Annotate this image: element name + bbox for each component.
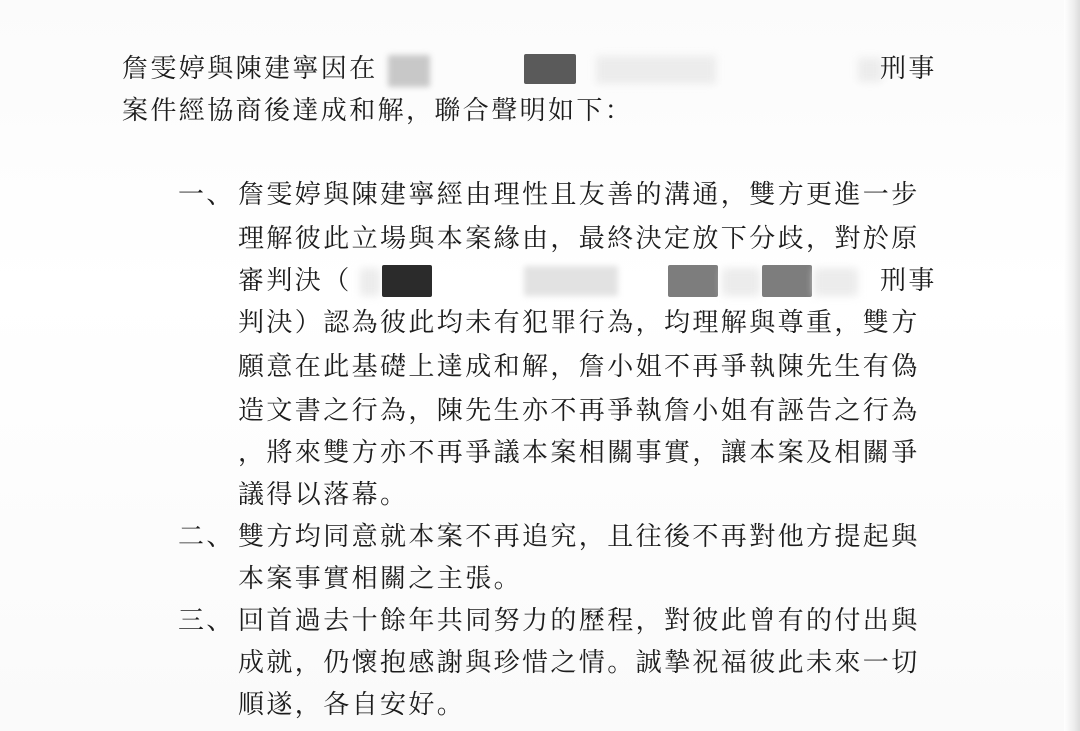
page-edge-shadow xyxy=(1064,0,1080,731)
redaction-block xyxy=(524,266,618,296)
item-two-line-2: 本案事實相關之主張。 xyxy=(238,564,523,594)
item-three-line-3: 順遂，各自安好。 xyxy=(238,690,466,720)
item-one-line-8: 議得以落幕。 xyxy=(238,480,409,510)
item-one-line-3-start: 審判決（ xyxy=(238,266,352,296)
item-two-line-1: 雙方均同意就本案不再追究，且往後不再對他方提起與 xyxy=(238,522,920,552)
item-one-line-1: 詹雯婷與陳建寧經由理性且友善的溝通，雙方更進一步 xyxy=(238,180,920,210)
redaction-block xyxy=(388,55,430,87)
item-one-line-5: 願意在此基礎上達成和解，詹小姐不再爭執陳先生有偽 xyxy=(238,352,920,382)
item-one-line-6: 造文書之行為，陳先生亦不再爭執詹小姐有誣告之行為 xyxy=(238,396,920,426)
item-three-line-1: 回首過去十餘年共同努力的歷程，對彼此曾有的付出與 xyxy=(238,606,920,636)
intro-line-1-start: 詹雯婷與陳建寧因在 xyxy=(122,54,378,84)
item-marker-two: 二、 xyxy=(178,522,235,552)
redaction-block xyxy=(814,268,858,296)
redaction-block xyxy=(762,265,812,297)
item-marker-three: 三、 xyxy=(178,606,235,636)
item-one-line-2: 理解彼此立場與本案緣由，最終決定放下分歧，對於原 xyxy=(238,224,920,254)
redaction-block xyxy=(524,54,576,84)
item-three-line-2: 成就，仍懷抱感謝與珍惜之情。誠摯祝福彼此未來一切 xyxy=(238,648,920,678)
item-one-line-4: 判決）認為彼此均未有犯罪行為，均理解與尊重，雙方 xyxy=(238,308,920,338)
intro-line-2: 案件經協商後達成和解，聯合聲明如下： xyxy=(122,96,634,126)
intro-line-1-end: 刑事 xyxy=(880,54,937,84)
redaction-block xyxy=(360,268,380,296)
redaction-block xyxy=(858,58,882,82)
item-marker-one: 一、 xyxy=(178,180,235,210)
item-one-line-3-end: 刑事 xyxy=(880,266,937,296)
redaction-block xyxy=(722,268,760,296)
redaction-block xyxy=(596,56,716,84)
redaction-block xyxy=(668,265,718,297)
redaction-block xyxy=(382,265,432,297)
item-one-line-7: ，將來雙方亦不再爭議本案相關事實，讓本案及相關爭 xyxy=(238,438,920,468)
